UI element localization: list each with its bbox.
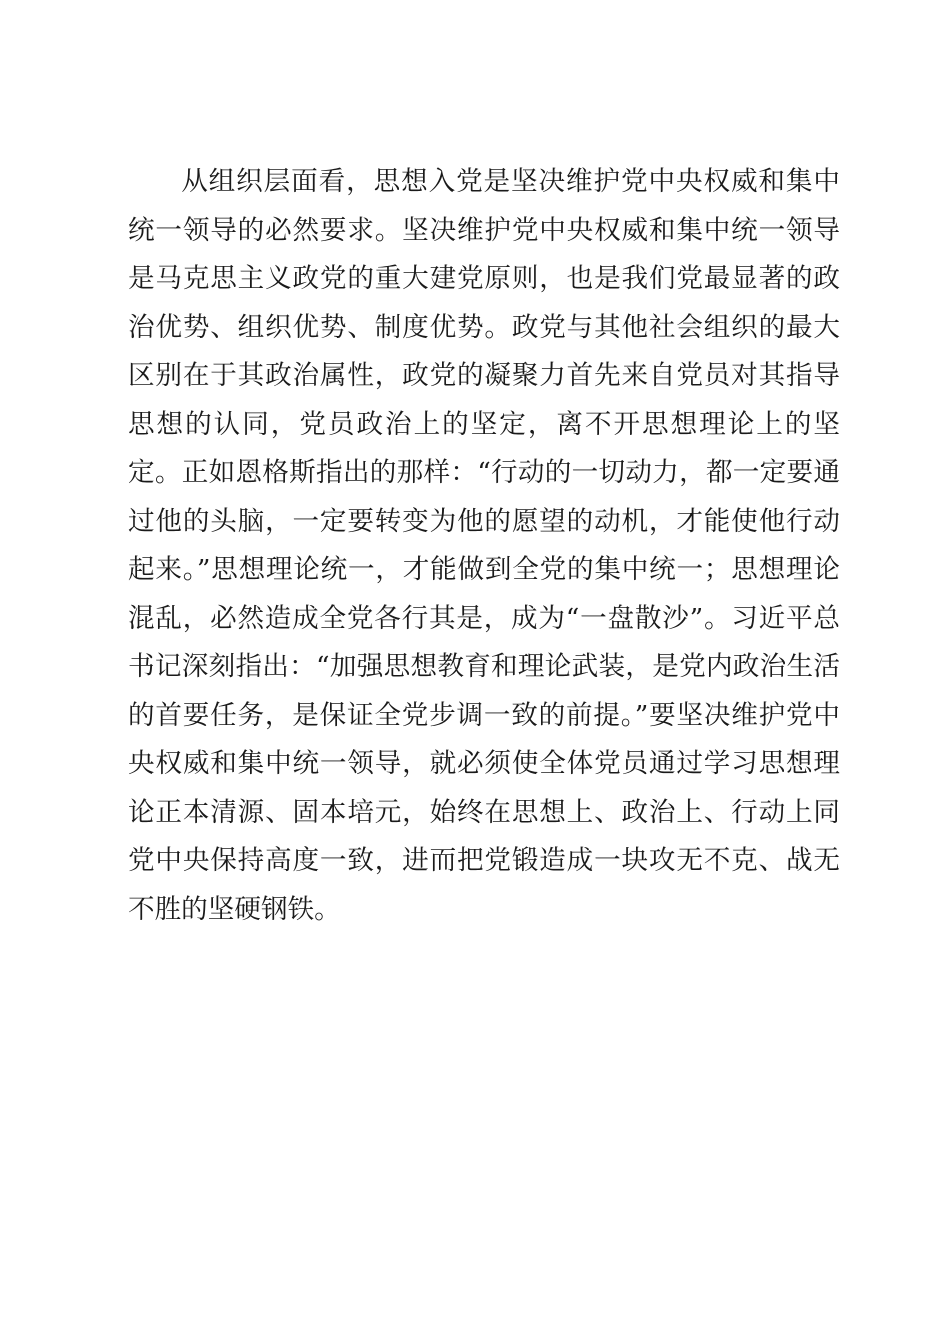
body-paragraph: 从组织层面看，思想入党是坚决维护党中央权威和集中统一领导的必然要求。坚决维护党中央权威和集中统一领导是马克思主义政党的重大建党原则，也是我们党最显著的政治优势、组织优势、制度优势。政党与其他社会组织的最大区别在于其政治属性，政党的凝聚力首先来自党员对其指导思想的认同，党员政治上的坚定，离不开思想理论上的坚定。正如恩格斯指出的那样：“行动的一切动力，都一定要通过他的头脑，一定要转变为他的愿望的动机，才能使他行动起来。”思想理论统一，才能做到全党的集中统一；思想理论混乱，必然造成全党各行其是，成为“一盘散沙”。习近平总书记深刻指出：“加强思想教育和理论武装，是党内政治生活的首要任务，是保证全党步调一致的前提。”要坚决维护党中央权威和集中统一领导，就必须使全体党员通过学习思想理论正本清源、固本培元，始终在思想上、政治上、行动上同党中央保持高度一致，进而把党锻造成一块攻无不克、战无不胜的坚硬钢铁。 — [128, 166, 840, 925]
